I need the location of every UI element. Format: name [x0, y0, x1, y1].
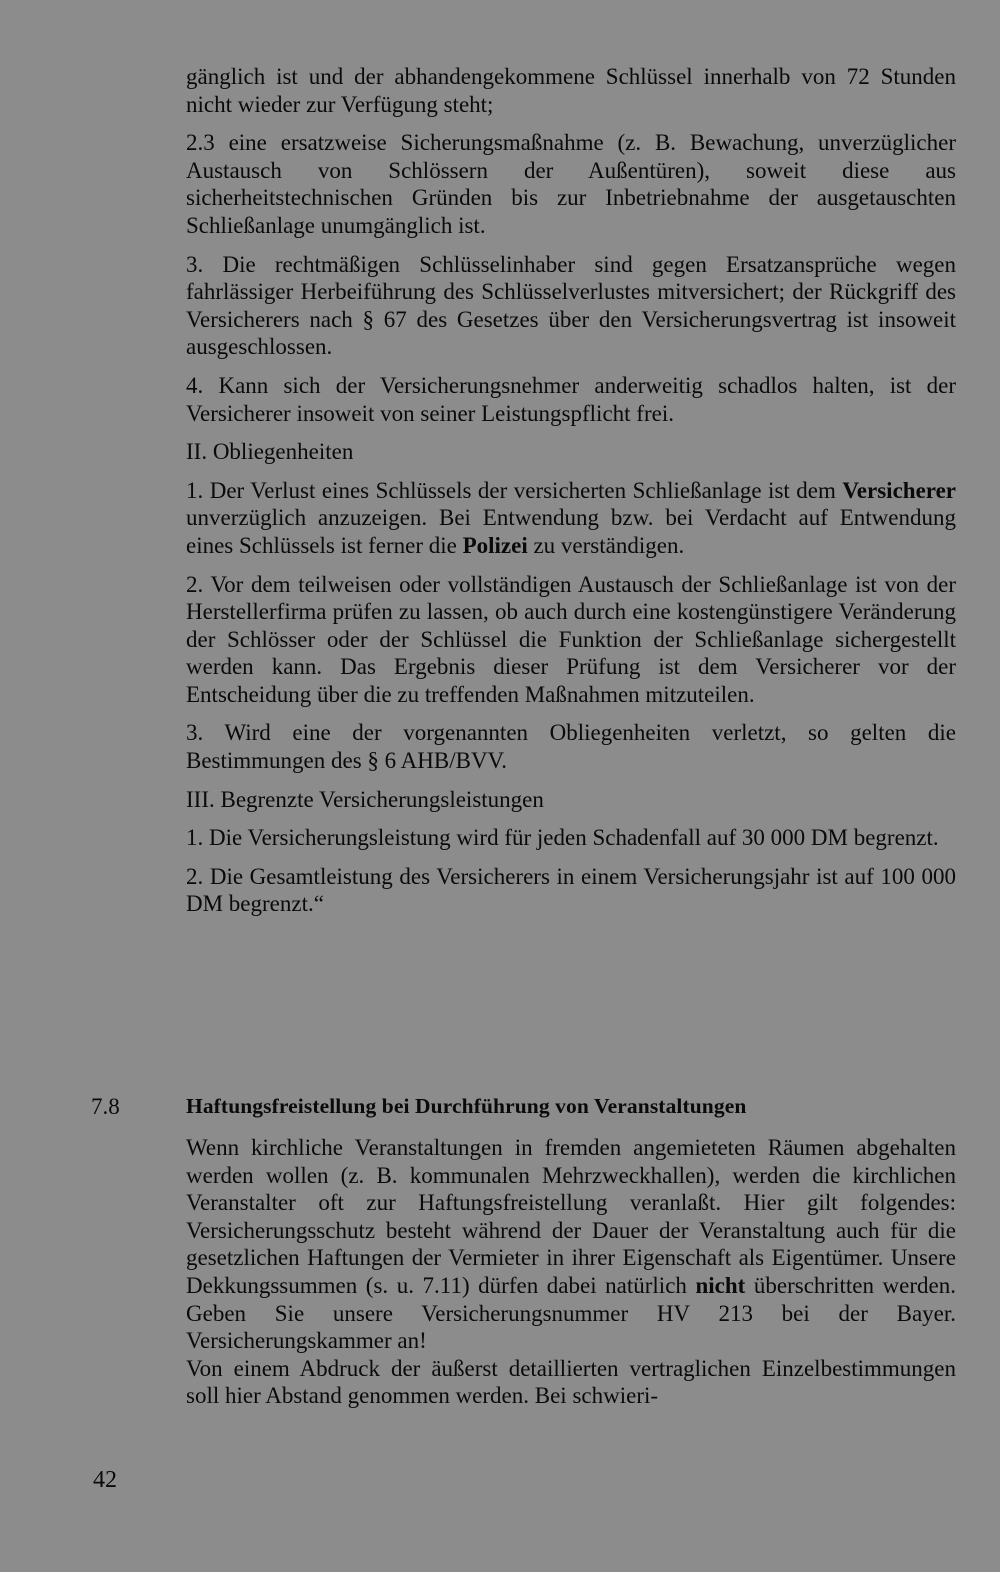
paragraph-continuation: gänglich ist und der abhandengekommene Schlüssel innerhalb von 72 Stunden nicht wieder zur Verfügung steht;: [186, 64, 956, 117]
paragraph-4: 4. Kann sich der Versicherungsnehmer anderweitig schadlos halten, ist der Versicherer insoweit von seiner Leistungspflicht frei.: [186, 372, 956, 426]
text-run: überschritten werden. Geben Sie unsere Versicherungsnummer HV 213 bei der Bayer. Versicherungskammer an!: [186, 1272, 956, 1354]
paragraph-obliegenheit-3: 3. Wird eine der vorgenannten Obliegenheiten verletzt, so gelten die Bestimmungen des § 6 AHB/BVV.: [186, 720, 956, 774]
section-title: Haftungsfreistellung bei Durchführung von Veranstaltungen: [186, 1094, 747, 1118]
paragraph-obliegenheit-2: 2. Vor dem teilweisen oder vollständigen Austausch der Schließanlage ist von der Herstellerfirma prüfen zu lassen, ob auch durch eine kostengünstigere Veränderung der Schlösser oder der Schlüssel die Funktion der Schließanlage sichergestellt werden kann. Das Ergebnis dieser Prüfung ist dem Versicherer vor der Entscheidung über die zu treffenden Maßnahmen mitzuteilen.: [186, 571, 956, 707]
bold-versicherer: Versicherer: [842, 477, 956, 503]
section-paragraph-1: [186, 1134, 956, 1355]
paragraph-leistung-1: 1. Die Versicherungsleistung wird für jeden Schadenfall auf 30 000 DM begrenzt.: [186, 825, 939, 851]
bold-nicht: nicht: [695, 1272, 746, 1298]
text-run: 1. Der Verlust eines Schlüssels der versicherten Schließanlage ist dem: [186, 477, 843, 503]
page-number: 42: [93, 1467, 117, 1493]
section-text-block: [186, 1134, 956, 1410]
upper-text-block: [186, 63, 956, 918]
paragraph-obliegenheit-1: [186, 477, 956, 560]
section-number: 7.8: [91, 1094, 120, 1119]
text-run: Wenn kirchliche Veranstaltungen in fremden angemieteten Räumen abgehalten werden wollen (z. B. kommunalen Mehrzweckhallen), werden die kirchlichen Veranstalter oft zur Haftungsfreistellung veranlaßt. Hier gilt folgendes: Versicherungsschutz besteht während der Dauer der Veranstaltung auch für die gesetzlichen Haftungen der Vermieter in ihrer Eigenschaft als Eigentümer. Unsere Dekkungssummen (s. u. 7.11) dürfen dabei natürlich: [186, 1135, 956, 1298]
subheading-begrenzte-leistungen: III. Begrenzte Versicherungsleistungen: [186, 786, 544, 812]
text-run: zu verständigen.: [527, 532, 685, 558]
paragraph-leistung-2: 2. Die Gesamtleistung des Versicherers in einem Versicherungsjahr ist auf 100 000 DM begrenzt.“: [186, 863, 956, 917]
section-paragraph-2: Von einem Abdruck der äußerst detaillierten vertraglichen Einzelbestimmungen soll hier Abstand genommen werden. Bei schwieri-: [186, 1355, 956, 1409]
paragraph-3: 3. Die rechtmäßigen Schlüsselinhaber sind gegen Ersatzansprüche wegen fahrlässiger Herbeiführung des Schlüsselverlustes mitversichert; der Rückgriff des Versicherers nach § 67 des Gesetzes über den Versicherungsvertrag ist insoweit ausgeschlossen.: [186, 251, 956, 360]
paragraph-2-3: 2.3 eine ersatzweise Sicherungsmaßnahme (z. B. Bewachung, unverzüglicher Austausch von Schlössern der Außentüren), soweit diese aus sicherheitstechnischen Gründen bis zur Inbetriebnahme der ausgetauschten Schließanlage unumgänglich ist.: [186, 130, 956, 238]
bold-polizei: Polizei: [462, 532, 528, 558]
subheading-obliegenheiten: II. Obliegenheiten: [186, 439, 354, 465]
text-run: unverzüglich anzuzeigen. Bei Entwendung bzw. bei Verdacht auf Entwendung eines Schlüssels ist ferner die: [186, 505, 956, 558]
